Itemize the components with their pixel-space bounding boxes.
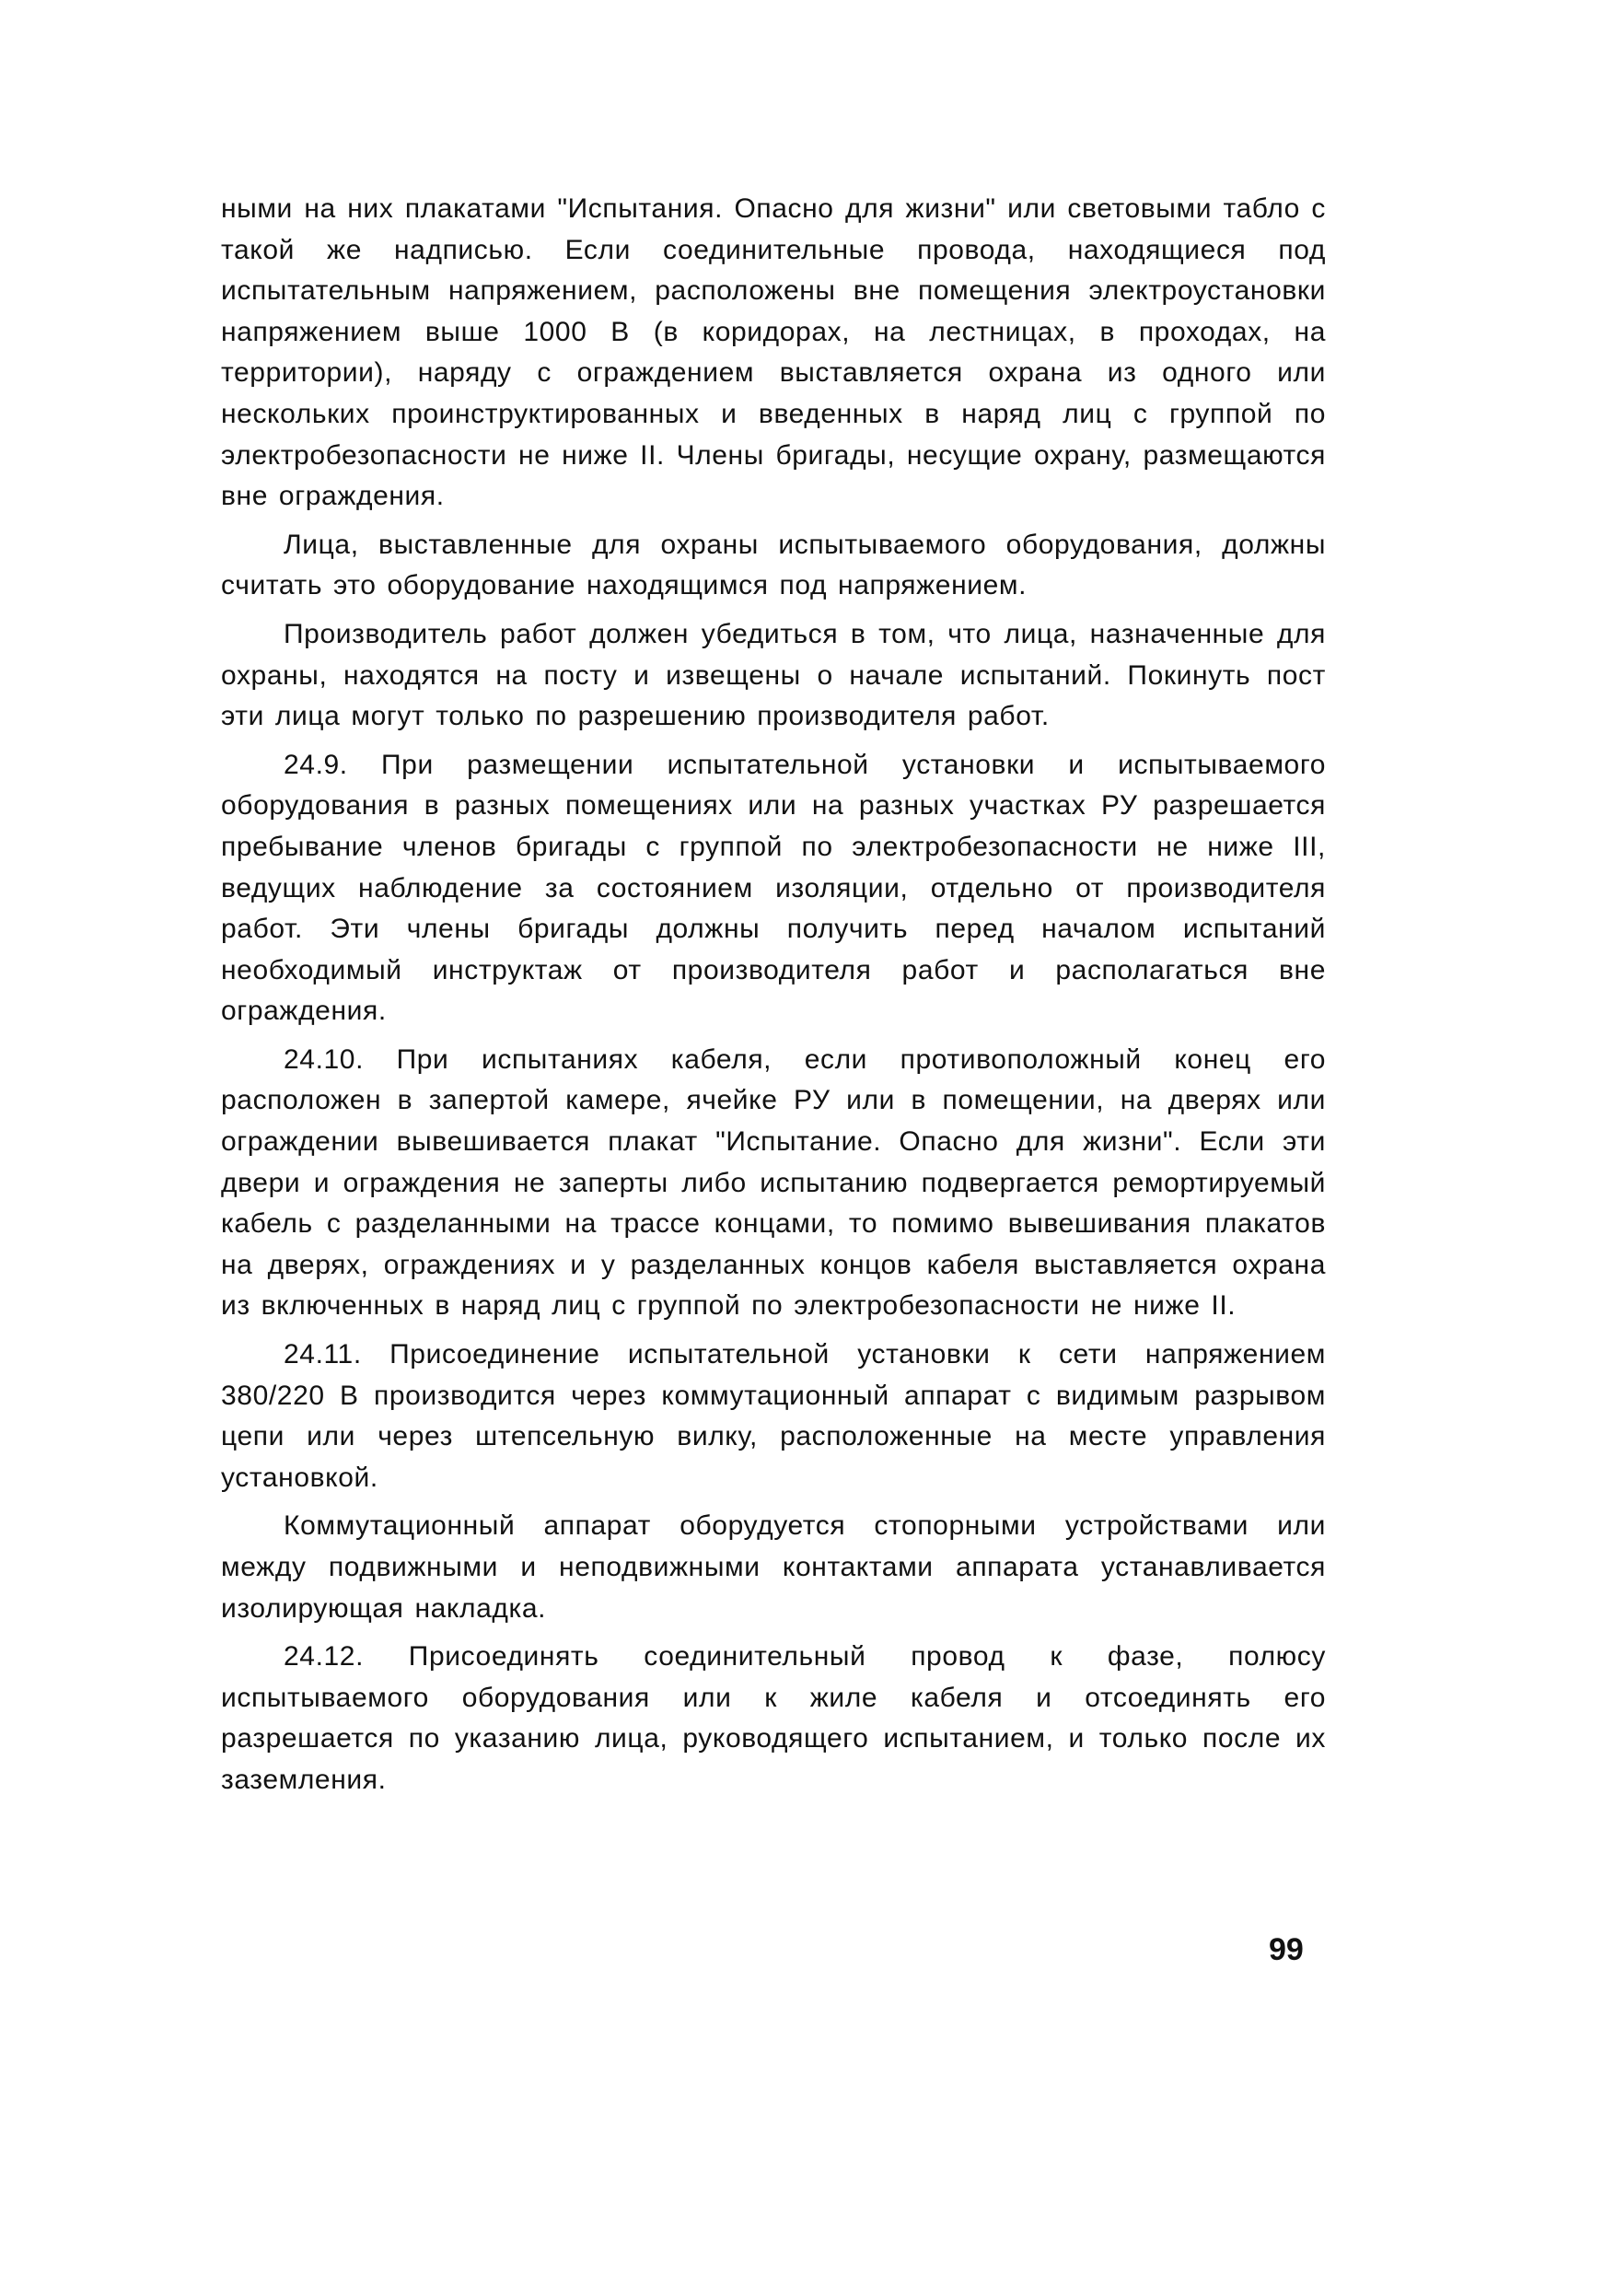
page-body [221,189,1326,1809]
paragraph-continuation: ными на них плакатами "Испытания. Опасно для жизни" или световыми табло с такой же надписью. Если соединительные провода, находящиеся под испытательным напряжением, расположены вне помещения электроустановки напряжением выше 1000 В (в коридорах, на лестницах, в проходах, на территории), наряду с ограждением выставляется охрана из одного или нескольких проинструктированных и введенных в наряд лиц с группой по электробезопасности не ниже II. Члены бригады, несущие охрану, размещаются вне ограждения. [221,193,1326,512]
paragraph-guards: Лица, выставленные для охраны испытываемого оборудования, должны считать это оборудование находящимся под напряжением. [221,529,1326,601]
paragraph-24-10: 24.10. При испытаниях кабеля, если противоположный конец его расположен в запертой камере, ячейке РУ или в помещении, на дверях или ограждении вывешивается плакат "Испытание. Опасно для жизни". Если эти двери и ограждения не заперты либо испытанию подвергается ремортируемый кабель с разделанными на трассе концами, то помимо вывешивания плакатов на дверях, ограждениях и у разделанных концов кабеля выставляется охрана из включенных в наряд лиц с группой по электробезопасности не ниже II. [221,1043,1326,1322]
paragraph-24-12: 24.12. Присоединять соединительный провод к фазе, полюсу испытываемого оборудования или к жиле кабеля и отсоединять его разрешается по указанию лица, руководящего испытанием, и только после их заземления. [221,1641,1326,1795]
paragraph-24-9: 24.9. При размещении испытательной установки и испытываемого оборудования в разных помещениях или на разных участках РУ разрешается пребывание членов бригады с группой по электробезопасности не ниже III, ведущих наблюдение за состоянием изоляции, отдельно от производителя работ. Эти члены бригады должны получить перед началом испытаний необходимый инструктаж от производителя работ и располагаться вне ограждения. [221,749,1326,1027]
page-number: 99 [1269,1932,1304,1967]
paragraph-switching-device: Коммутационный аппарат оборудуется стопорными устройствами или между подвижными и неподвижными контактами аппарата устанавливается изолирующая накладка. [221,1510,1326,1624]
paragraph-work-producer: Производитель работ должен убедиться в том, что лица, назначенные для охраны, находятся на посту и извещены о начале испытаний. Покинуть пост эти лица могут только по разрешению производителя работ. [221,618,1326,732]
paragraph-24-11: 24.11. Присоединение испытательной установки к сети напряжением 380/220 В производится через коммутационный аппарат с видимым разрывом цепи или через штепсельную вилку, расположенные на месте управления установкой. [221,1339,1326,1493]
